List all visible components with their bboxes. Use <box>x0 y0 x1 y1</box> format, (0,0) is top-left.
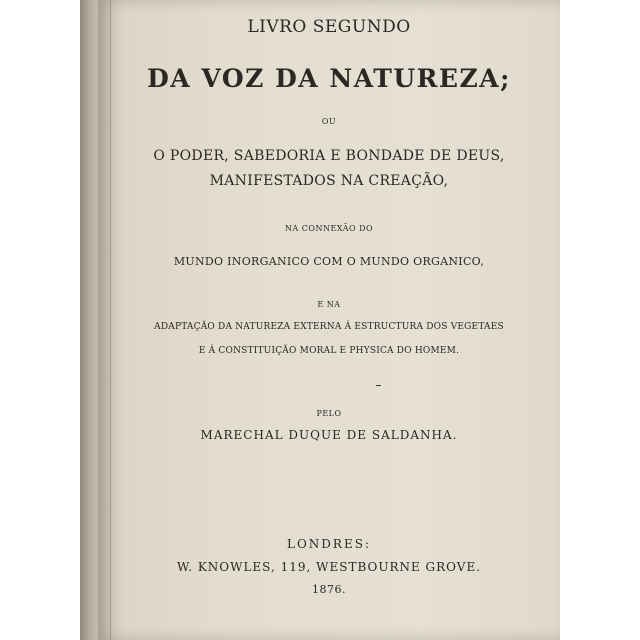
adaptation-line-1: ADAPTAÇÃO DA NATUREZA EXTERNA Á ESTRUCTURA DOS VEGETAES <box>154 322 504 332</box>
adaptation-line-2: E Á CONSTITUIÇÃO MORAL E PHYSICA DO HOMEM. <box>198 346 460 356</box>
imprint-city: LONDRES: <box>287 537 371 551</box>
imprint-publisher: W. KNOWLES, 119, WESTBOURNE GROVE. <box>176 560 482 574</box>
connector-pelo: PELO <box>316 409 342 418</box>
world-line: MUNDO INORGANICO COM O MUNDO ORGANICO, <box>173 255 485 268</box>
connector-ou: OU <box>321 117 337 126</box>
connector-na-connexao: NA CONNEXÃO DO <box>284 224 374 233</box>
ornament-dash <box>376 385 381 386</box>
imprint-year: 1876. <box>312 583 346 596</box>
book-label: LIVRO SEGUNDO <box>247 17 411 37</box>
subtitle-line-2: MANIFESTADOS NA CREAÇÃO, <box>209 173 449 189</box>
author: MARECHAL DUQUE DE SALDANHA. <box>200 428 458 442</box>
main-title: DA VOZ DA NATUREZA; <box>147 64 511 93</box>
subtitle-line-1: O PODER, SABEDORIA E BONDADE DE DEUS, <box>153 148 505 164</box>
connector-e-na: E NA <box>317 300 341 309</box>
